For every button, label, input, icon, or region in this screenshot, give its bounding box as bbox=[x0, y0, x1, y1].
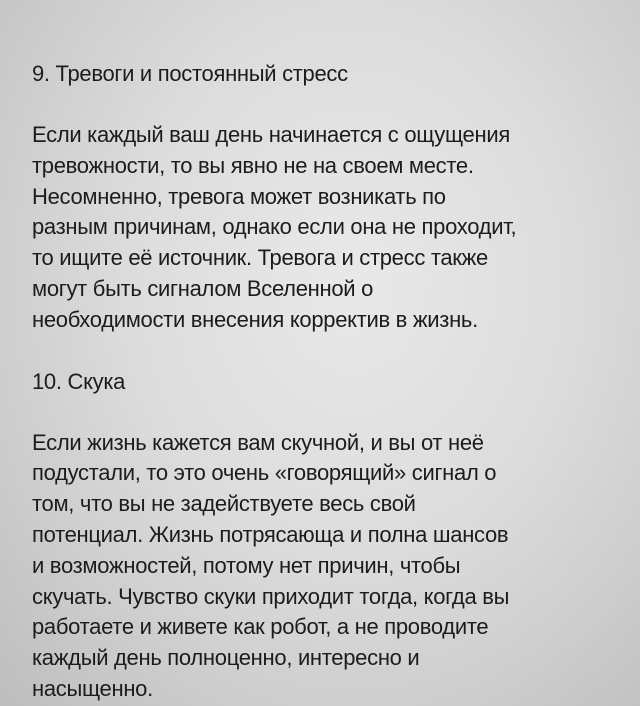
section-paragraph: Если каждый ваш день начинается с ощущения тревожности, то вы явно не на своем месте. Несомненно, тревога может возникать по разным причинам, однако если она не проходит, то ищите её источник. Тревога и стресс также могут быть сигналом Вселенной о необходимости внесения корректив в жизнь. bbox=[32, 122, 517, 332]
section-boredom bbox=[32, 366, 600, 705]
section-heading: 9. Тревоги и постоянный стресс bbox=[32, 61, 348, 86]
section-anxiety bbox=[32, 58, 600, 336]
section-paragraph: Если жизнь кажется вам скучной, и вы от неё подустали, то это очень «говорящий» сигнал о том, что вы не задействуете весь свой потенциал. Жизнь потрясающа и полна шансов и возможностей, потому нет причин, чтобы скучать. Чувство скуки приходит тогда, когда вы работаете и живете как робот, а не проводите каждый день полноценно, интересно и насыщенно. bbox=[32, 429, 510, 701]
section-heading: 10. Скука bbox=[32, 368, 126, 394]
